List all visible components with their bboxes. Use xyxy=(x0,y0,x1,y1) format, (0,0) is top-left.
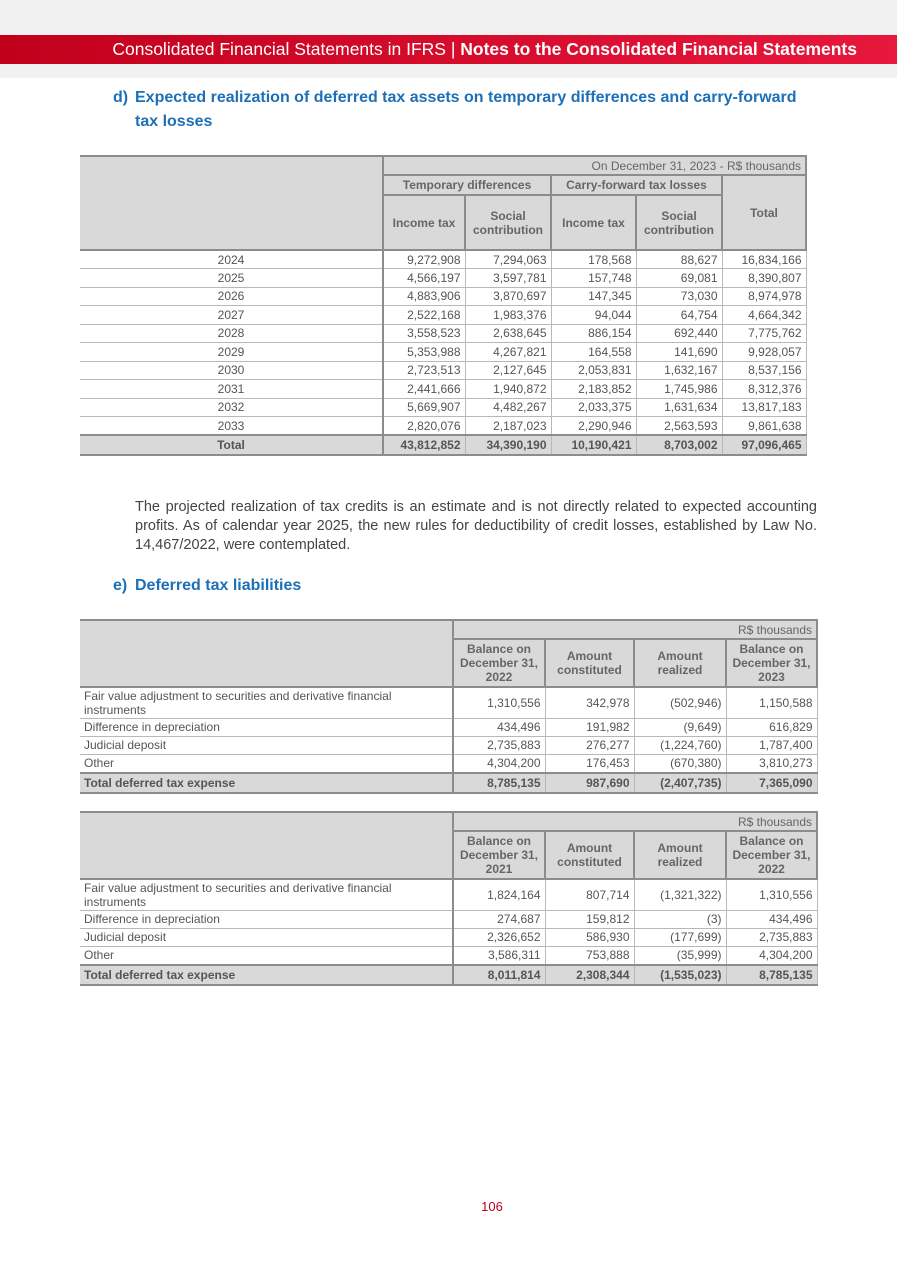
table-row xyxy=(80,928,817,946)
total-row xyxy=(80,773,817,793)
cell-value: 2,183,852 xyxy=(551,380,636,399)
cell-value: 2,820,076 xyxy=(383,417,465,436)
cell-value: 10,190,421 xyxy=(551,435,636,455)
cell-value: 16,834,166 xyxy=(722,250,806,269)
row-label: 2031 xyxy=(80,380,383,399)
deferred-tax-liabilities-2023-table xyxy=(80,619,818,794)
cell-value: 8,974,978 xyxy=(722,287,806,306)
cell-value: 2,638,645 xyxy=(465,324,551,343)
cell-value: 886,154 xyxy=(551,324,636,343)
cell-value: 3,870,697 xyxy=(465,287,551,306)
cell-value: 7,365,090 xyxy=(726,773,817,793)
row-label: 2029 xyxy=(80,343,383,362)
column-header: Social contribution xyxy=(465,195,551,250)
row-label: Judicial deposit xyxy=(80,928,453,946)
row-label: 2028 xyxy=(80,324,383,343)
cell-value: 157,748 xyxy=(551,269,636,288)
body-paragraph: The projected realization of tax credits is an estimate and is not directly related to expected accounting profits. As of calendar year 2025, the new rules for deductibility of credit losses, established by Law No. 14,467/2022, were contemplated. xyxy=(135,499,817,553)
cell-value: 94,044 xyxy=(551,306,636,325)
cell-value: 3,810,273 xyxy=(726,755,817,773)
cell-value: 147,345 xyxy=(551,287,636,306)
cell-value: 1,824,164 xyxy=(453,879,545,910)
row-label: 2027 xyxy=(80,306,383,325)
cell-value: 8,785,135 xyxy=(726,965,817,985)
cell-value: 5,669,907 xyxy=(383,398,465,417)
cell-value: 1,150,588 xyxy=(726,687,817,718)
cell-value: 4,664,342 xyxy=(722,306,806,325)
column-header: Income tax xyxy=(383,195,465,250)
row-label: 2033 xyxy=(80,417,383,436)
row-label: Difference in depreciation xyxy=(80,718,453,736)
cell-value: 1,983,376 xyxy=(465,306,551,325)
row-label: Total deferred tax expense xyxy=(80,773,453,793)
column-header: Amount constituted xyxy=(545,639,634,687)
cell-value: 2,723,513 xyxy=(383,361,465,380)
cell-value: 274,687 xyxy=(453,910,545,928)
blank-header xyxy=(80,812,453,879)
total-row xyxy=(80,435,806,455)
unit-label: R$ thousands xyxy=(453,812,817,831)
total-row xyxy=(80,965,817,985)
cell-value: (2,407,735) xyxy=(634,773,726,793)
header-section: Consolidated Financial Statements in IFRS xyxy=(112,39,446,59)
cell-value: 2,127,645 xyxy=(465,361,551,380)
row-label: 2024 xyxy=(80,250,383,269)
unit-label: On December 31, 2023 - R$ thousands xyxy=(383,156,806,175)
cell-value: 7,294,063 xyxy=(465,250,551,269)
cell-value: 88,627 xyxy=(636,250,722,269)
row-label: 2026 xyxy=(80,287,383,306)
cell-value: (3) xyxy=(634,910,726,928)
cell-value: 4,304,200 xyxy=(453,755,545,773)
cell-value: 4,566,197 xyxy=(383,269,465,288)
group-header: Carry-forward tax losses xyxy=(551,175,722,195)
cell-value: (1,224,760) xyxy=(634,736,726,754)
cell-value: 7,775,762 xyxy=(722,324,806,343)
cell-value: 434,496 xyxy=(453,718,545,736)
section-title: Deferred tax liabilities xyxy=(135,577,302,594)
table-row xyxy=(80,269,806,288)
cell-value: 434,496 xyxy=(726,910,817,928)
cell-value: 8,011,814 xyxy=(453,965,545,985)
table-row xyxy=(80,287,806,306)
cell-value: (502,946) xyxy=(634,687,726,718)
cell-value: 34,390,190 xyxy=(465,435,551,455)
cell-value: 8,785,135 xyxy=(453,773,545,793)
group-header: Temporary differences xyxy=(383,175,551,195)
cell-value: 1,787,400 xyxy=(726,736,817,754)
cell-value: 5,353,988 xyxy=(383,343,465,362)
cell-value: 9,861,638 xyxy=(722,417,806,436)
cell-value: 4,883,906 xyxy=(383,287,465,306)
cell-value: (35,999) xyxy=(634,947,726,965)
cell-value: 2,522,168 xyxy=(383,306,465,325)
cell-value: 141,690 xyxy=(636,343,722,362)
cell-value: 73,030 xyxy=(636,287,722,306)
cell-value: 13,817,183 xyxy=(722,398,806,417)
row-label: Fair value adjustment to securities and derivative financial instruments xyxy=(80,879,453,910)
unit-label: R$ thousands xyxy=(453,620,817,639)
table-row xyxy=(80,380,806,399)
column-header: Balance on December 31, 2022 xyxy=(453,639,545,687)
table-row xyxy=(80,417,806,436)
column-header: Amount constituted xyxy=(545,831,634,879)
cell-value: 4,304,200 xyxy=(726,947,817,965)
cell-value: 1,310,556 xyxy=(726,879,817,910)
section-e-heading xyxy=(113,574,513,598)
row-label: 2030 xyxy=(80,361,383,380)
row-label: Other xyxy=(80,947,453,965)
column-header: Balance on December 31, 2023 xyxy=(726,639,817,687)
row-label: Fair value adjustment to securities and derivative financial instruments xyxy=(80,687,453,718)
table-row xyxy=(80,879,817,910)
cell-value: 8,390,807 xyxy=(722,269,806,288)
cell-value: 69,081 xyxy=(636,269,722,288)
header-subsection: Notes to the Consolidated Financial Statements xyxy=(460,39,857,59)
cell-value: 8,312,376 xyxy=(722,380,806,399)
cell-value: 4,482,267 xyxy=(465,398,551,417)
cell-value: (177,699) xyxy=(634,928,726,946)
section-d-heading xyxy=(113,86,823,134)
cell-value: 2,290,946 xyxy=(551,417,636,436)
row-label: Other xyxy=(80,755,453,773)
cell-value: 2,053,831 xyxy=(551,361,636,380)
cell-value: 2,735,883 xyxy=(726,928,817,946)
section-title: Expected realization of deferred tax assets on temporary differences and carry-forward tax losses xyxy=(135,89,797,130)
row-label: 2025 xyxy=(80,269,383,288)
table-row xyxy=(80,324,806,343)
cell-value: 3,597,781 xyxy=(465,269,551,288)
column-header: Income tax xyxy=(551,195,636,250)
column-header: Total xyxy=(722,175,806,250)
cell-value: 586,930 xyxy=(545,928,634,946)
cell-value: (670,380) xyxy=(634,755,726,773)
section-letter: e) xyxy=(113,577,128,594)
column-header: Balance on December 31, 2021 xyxy=(453,831,545,879)
table-row xyxy=(80,687,817,718)
page-header xyxy=(0,35,897,64)
cell-value: 1,631,634 xyxy=(636,398,722,417)
column-header: Social contribution xyxy=(636,195,722,250)
cell-value: 2,308,344 xyxy=(545,965,634,985)
cell-value: 807,714 xyxy=(545,879,634,910)
row-label: Total deferred tax expense xyxy=(80,965,453,985)
column-header: Amount realized xyxy=(634,639,726,687)
cell-value: 2,033,375 xyxy=(551,398,636,417)
cell-value: 2,735,883 xyxy=(453,736,545,754)
cell-value: 987,690 xyxy=(545,773,634,793)
table-row xyxy=(80,398,806,417)
table-row xyxy=(80,250,806,269)
table-row xyxy=(80,361,806,380)
cell-value: 178,568 xyxy=(551,250,636,269)
cell-value: 753,888 xyxy=(545,947,634,965)
cell-value: 3,558,523 xyxy=(383,324,465,343)
row-label: Difference in depreciation xyxy=(80,910,453,928)
cell-value: 8,703,002 xyxy=(636,435,722,455)
table-row xyxy=(80,306,806,325)
cell-value: 8,537,156 xyxy=(722,361,806,380)
cell-value: 3,586,311 xyxy=(453,947,545,965)
cell-value: 692,440 xyxy=(636,324,722,343)
row-label: Judicial deposit xyxy=(80,736,453,754)
cell-value: 176,453 xyxy=(545,755,634,773)
section-letter: d) xyxy=(113,89,129,106)
table-row xyxy=(80,910,817,928)
cell-value: 1,632,167 xyxy=(636,361,722,380)
row-label: 2032 xyxy=(80,398,383,417)
cell-value: 9,928,057 xyxy=(722,343,806,362)
cell-value: 159,812 xyxy=(545,910,634,928)
cell-value: 2,326,652 xyxy=(453,928,545,946)
cell-value: 64,754 xyxy=(636,306,722,325)
cell-value: 191,982 xyxy=(545,718,634,736)
page-number: 106 xyxy=(481,1199,503,1214)
cell-value: 2,441,666 xyxy=(383,380,465,399)
table-row xyxy=(80,947,817,965)
column-header: Amount realized xyxy=(634,831,726,879)
table-row xyxy=(80,755,817,773)
table-row xyxy=(80,718,817,736)
table-row xyxy=(80,736,817,754)
cell-value: (1,535,023) xyxy=(634,965,726,985)
deferred-tax-liabilities-2022-table xyxy=(80,811,818,986)
cell-value: 342,978 xyxy=(545,687,634,718)
cell-value: 4,267,821 xyxy=(465,343,551,362)
row-label: Total xyxy=(80,435,383,455)
cell-value: (9,649) xyxy=(634,718,726,736)
cell-value: 276,277 xyxy=(545,736,634,754)
deferred-tax-assets-table xyxy=(80,155,807,456)
cell-value: 2,563,593 xyxy=(636,417,722,436)
cell-value: 2,187,023 xyxy=(465,417,551,436)
cell-value: 9,272,908 xyxy=(383,250,465,269)
cell-value: 43,812,852 xyxy=(383,435,465,455)
blank-header xyxy=(80,620,453,687)
cell-value: 1,940,872 xyxy=(465,380,551,399)
cell-value: 616,829 xyxy=(726,718,817,736)
cell-value: 97,096,465 xyxy=(722,435,806,455)
header-separator: | xyxy=(445,39,461,59)
table-row xyxy=(80,343,806,362)
cell-value: 164,558 xyxy=(551,343,636,362)
cell-value: (1,321,322) xyxy=(634,879,726,910)
cell-value: 1,745,986 xyxy=(636,380,722,399)
column-header: Balance on December 31, 2022 xyxy=(726,831,817,879)
cell-value: 1,310,556 xyxy=(453,687,545,718)
